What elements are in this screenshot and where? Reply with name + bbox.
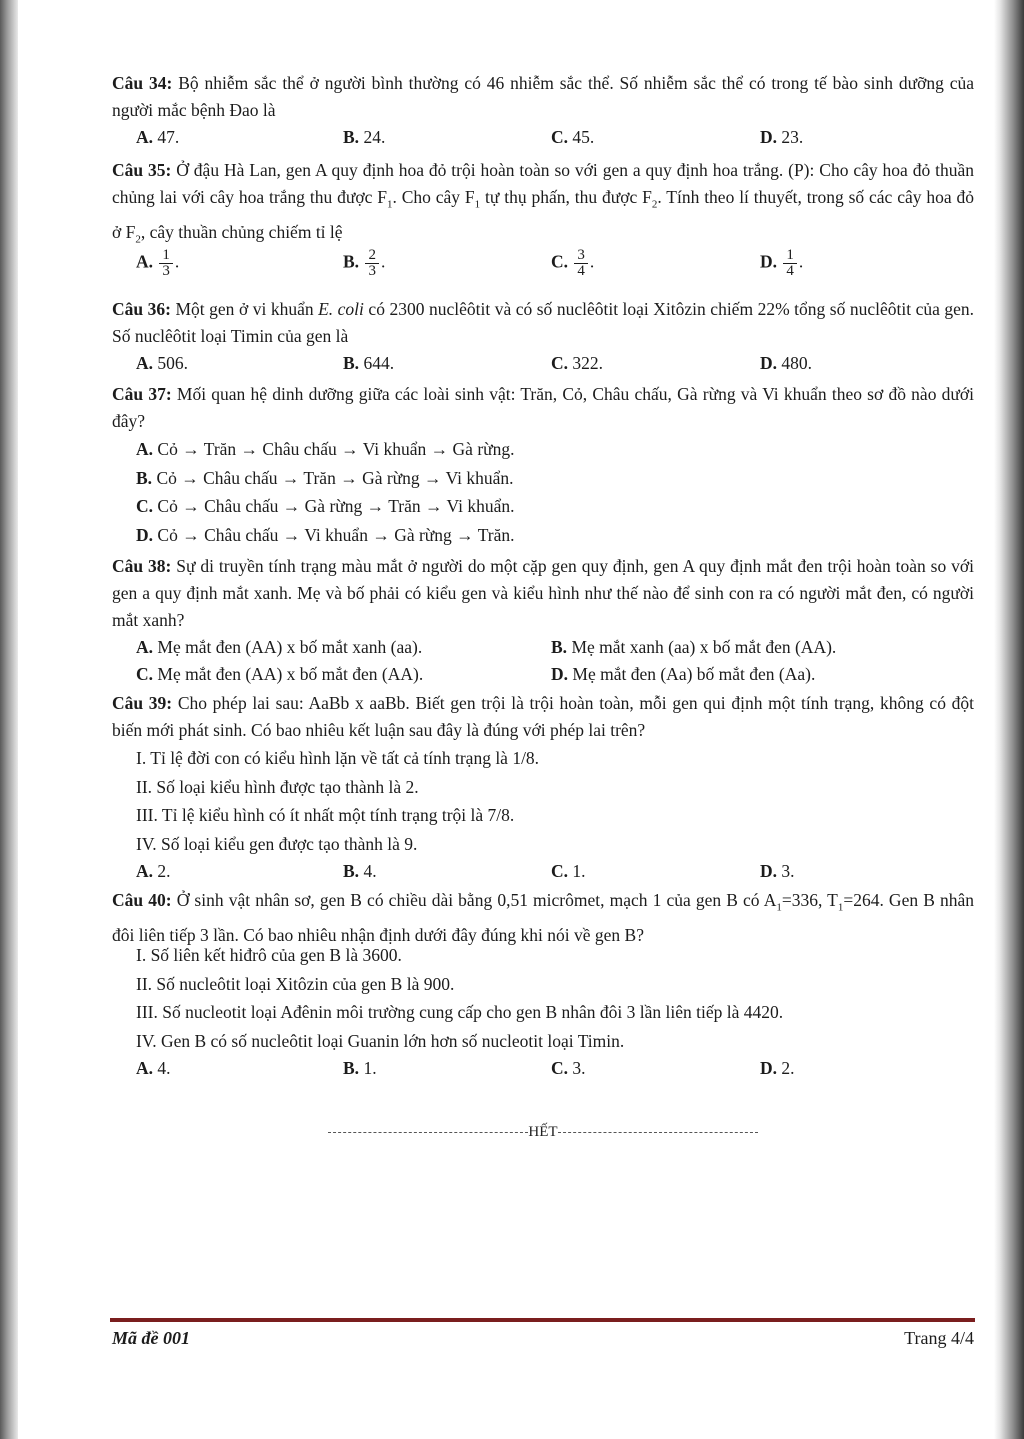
- option-b[interactable]: B. 644.: [343, 353, 395, 373]
- question-36: Câu 36: Một gen ở vi khuẩn E. coli có 2300 nuclêôtit và có số nuclêôtit loại Xitôzin chiếm 22% tổng số nuclêôtit của gen. Số nuclêôtit loại Timin của gen là A. 506. B. 644. C. 322. D. 480.: [112, 296, 974, 377]
- options-row: [112, 858, 974, 885]
- question-label: Câu 40:: [112, 890, 172, 910]
- question-label: Câu 34:: [112, 73, 173, 93]
- fraction: $\frac{1}{3}$: [159, 248, 173, 279]
- fraction: $\frac{2}{3}$: [365, 248, 379, 279]
- option-c[interactable]: C. Mẹ mắt đen (AA) x bố mắt đen (AA).: [136, 664, 424, 684]
- question-38: Câu 38: Sự di truyền tính trạng màu mắt ở người do một cặp gen quy định, gen A quy định mắt đen trội hoàn toàn so với gen a quy định mắt xanh. Mẹ và bố phải có kiểu gen và kiểu hình như thế nào để sinh con ra có người mắt đen, có người mắt xanh? A. Mẹ mắt đen (AA) x bố mắt xanh (aa). B. Mẹ mắt xanh (aa) x bố mắt đen (AA). C. Mẹ mắt đen (AA) x bố mắt đen (AA). D. Mẹ mắt đen (Aa) bố mắt đen (Aa).: [112, 553, 974, 688]
- question-label: Câu 35:: [112, 160, 172, 180]
- option-a[interactable]: A. Mẹ mắt đen (AA) x bố mắt xanh (aa).: [136, 637, 423, 657]
- statement: IV. Gen B có số nucleôtit loại Guanin lớn hơn số nucleotit loại Timin.: [136, 1030, 625, 1051]
- statement: III. Số nucleotit loại Ađênin môi trường cung cấp cho gen B nhân đôi 3 lần liên tiếp là 4420.: [136, 1002, 784, 1022]
- option-a[interactable]: A. 2.: [136, 861, 171, 881]
- question-label: Câu 36:: [112, 299, 171, 319]
- option-b[interactable]: B. Cỏ → Châu chấu → Trăn → Gà rừng → Vi khuẩn.: [136, 467, 514, 488]
- statement: II. Số nucleôtit loại Xitôzin của gen B là 900.: [136, 973, 455, 994]
- options-row: [112, 634, 974, 661]
- option-a[interactable]: A. 47.: [136, 127, 180, 147]
- option-c[interactable]: C. Cỏ → Châu chấu → Gà rừng → Trăn → Vi khuẩn.: [136, 496, 515, 516]
- option-a[interactable]: A. $\frac{1}{3}$ .: [136, 247, 180, 279]
- question-label: Câu 38:: [112, 556, 172, 576]
- statement: IV. Số loại kiểu gen được tạo thành là 9.: [136, 833, 418, 854]
- option-d[interactable]: D. 2.: [760, 1058, 795, 1078]
- question-label: Câu 37:: [112, 384, 172, 404]
- options-row: [112, 238, 974, 288]
- options-row: [112, 124, 974, 151]
- statement: II. Số loại kiểu hình được tạo thành là 2.: [136, 776, 419, 797]
- option-a[interactable]: A. Cỏ → Trăn → Châu chấu → Vi khuẩn → Gà rừng.: [136, 439, 515, 459]
- option-b[interactable]: B. Mẹ mắt xanh (aa) x bố mắt đen (AA).: [551, 637, 837, 657]
- option-a[interactable]: A. 506.: [136, 353, 189, 373]
- footer-rule: [110, 1318, 975, 1322]
- question-text: Bộ nhiễm sắc thể ở người bình thường có 46 nhiễm sắc thể. Số nhiễm sắc thể có trong tế bào sinh dưỡng của người mắc bệnh Đao là: [112, 73, 974, 120]
- page-number: Trang 4/4: [904, 1328, 974, 1348]
- divider: [558, 1132, 758, 1133]
- option-b[interactable]: B. 4.: [343, 861, 377, 881]
- options-row: [112, 661, 974, 688]
- option-b[interactable]: B. $\frac{2}{3}$ .: [343, 247, 386, 279]
- exam-page: [112, 70, 974, 1082]
- fraction: $\frac{1}{4}$: [783, 248, 797, 279]
- option-c[interactable]: C. 45.: [551, 127, 595, 147]
- statement: I. Tỉ lệ đời con có kiểu hình lặn về tất cả tính trạng là 1/8.: [136, 748, 540, 768]
- photo-edge-right: [994, 0, 1024, 1439]
- option-d[interactable]: D. $\frac{1}{4}$ .: [760, 247, 804, 279]
- option-d[interactable]: D. 480.: [760, 353, 813, 373]
- question-35: Câu 35: Ở đậu Hà Lan, gen A quy định hoa đỏ trội hoàn toàn so với gen a quy định hoa trắng. (P): Cho cây hoa đỏ thuần chủng lai với cây hoa trắng thu được $F_1$. Cho cây $F_1$ tự thụ phấn, thu được $F_2$. Tính theo lí thuyết, trong số các cây hoa đỏ ở $F_2$, cây thuần chủng chiếm tỉ lệ A. $\frac{1}{3}$ . B. $\frac{2}{3}$ . C. $\frac{3}{4}$ . D. $\frac{1}{4}$ .: [112, 157, 974, 288]
- option-c[interactable]: C. 1.: [551, 861, 586, 881]
- statement: I. Số liên kết hiđrô của gen B là 3600.: [136, 945, 402, 965]
- question-37: Câu 37: Mối quan hệ dinh dưỡng giữa các loài sinh vật: Trăn, Cỏ, Châu chấu, Gà rừng và Vi khuẩn theo sơ đồ nào dưới đây? A. Cỏ → Trăn → Châu chấu → Vi khuẩn → Gà rừng. B. Cỏ → Châu chấu → Trăn → Gà rừng → Vi khuẩn. C. Cỏ → Châu chấu → Gà rừng → Trăn → Vi khuẩn. D. Cỏ → Châu chấu → Vi khuẩn → Gà rừng → Trăn.: [112, 381, 974, 549]
- question-34: [112, 70, 974, 151]
- question-40: Câu 40: Ở sinh vật nhân sơ, gen B có chiều dài bằng 0,51 micrômet, mạch 1 của gen B có $A_1=336$, $T_1=264$. Gen B nhân đôi liên tiếp 3 lần. Có bao nhiêu nhận định dưới đây đúng khi nói về gen B? I. Số liên kết hiđrô của gen B là 3600. II. Số nucleôtit loại Xitôzin của gen B là 900. III. Số nucleotit loại Ađênin môi trường cung cấp cho gen B nhân đôi 3 lần liên tiếp là 4420. IV. Gen B có số nucleôtit loại Guanin lớn hơn số nucleotit loại Timin. A. 4. B. 1. C. 3. D. 2.: [112, 887, 974, 1082]
- option-c[interactable]: C. $\frac{3}{4}$ .: [551, 247, 595, 279]
- exam-code: Mã đề 001: [112, 1328, 190, 1348]
- question-label: Câu 39:: [112, 693, 173, 713]
- option-d[interactable]: D. 23.: [760, 127, 804, 147]
- question-39: Câu 39: Cho phép lai sau: AaBb x aaBb. Biết gen trội là trội hoàn toàn, mỗi gen qui định một tính trạng, không có đột biến mới phát sinh. Có bao nhiêu kết luận sau đây là đúng với phép lai trên? I. Tỉ lệ đời con có kiểu hình lặn về tất cả tính trạng là 1/8. II. Số loại kiểu hình được tạo thành là 2. III. Tỉ lệ kiểu hình có ít nhất một tính trạng trội là 7/8. IV. Số loại kiểu gen được tạo thành là 9. A. 2. B. 4. C. 1. D. 3.: [112, 690, 974, 885]
- option-d[interactable]: D. 3.: [760, 861, 795, 881]
- statement: III. Tỉ lệ kiểu hình có ít nhất một tính trạng trội là 7/8.: [136, 805, 515, 825]
- option-a[interactable]: A. 4.: [136, 1058, 171, 1078]
- end-marker: HẾT: [310, 1124, 776, 1141]
- divider: [328, 1132, 528, 1133]
- option-b[interactable]: B. 1.: [343, 1058, 377, 1078]
- option-c[interactable]: C. 322.: [551, 353, 604, 373]
- option-d[interactable]: D. Mẹ mắt đen (Aa) bố mắt đen (Aa).: [551, 664, 816, 684]
- option-c[interactable]: C. 3.: [551, 1058, 586, 1078]
- option-b[interactable]: B. 24.: [343, 127, 386, 147]
- photo-edge-left: [0, 0, 18, 1439]
- options-row: [112, 350, 974, 377]
- options-row: [112, 1055, 974, 1082]
- fraction: $\frac{3}{4}$: [574, 248, 588, 279]
- option-d[interactable]: D. Cỏ → Châu chấu → Vi khuẩn → Gà rừng → Trăn.: [136, 524, 515, 545]
